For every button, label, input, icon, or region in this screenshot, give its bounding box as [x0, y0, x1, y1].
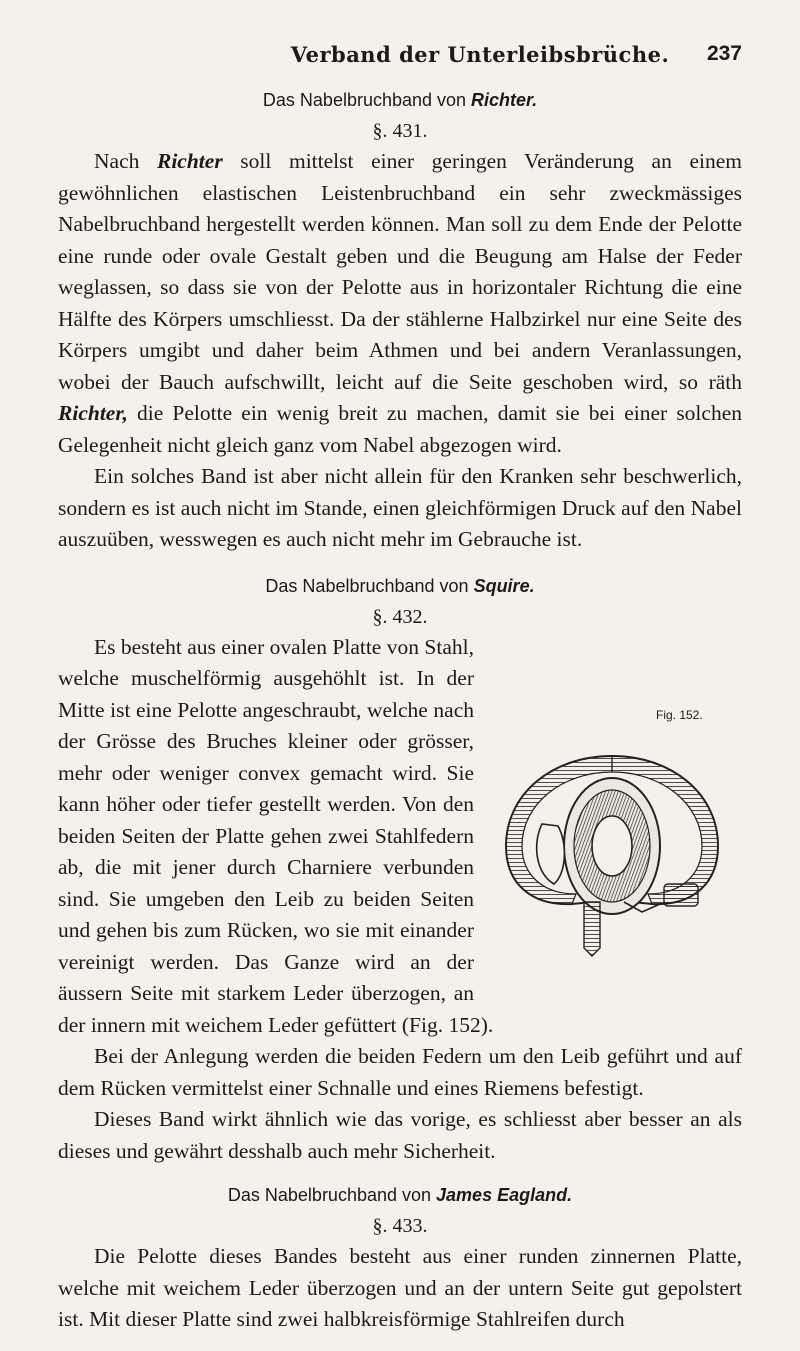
section-heading-richter	[58, 88, 742, 112]
text-run: soll mittelst einer geringen Veränderung an einem gewöhnlichen elastischen Leistenbruchband ein sehr zweckmässiges Nabelbruchband hergestellt werden können. Man soll zu dem Ende der Pelotte eine runde oder ovale Gestalt geben und die Beugung am Halse der Feder weglassen, so dass sie von der Pelotte aus in horizontaler Richtung die eine Hälfte des Körpers umschliesst. Da der stählerne Halbzirkel nur eine Seite des Körpers umgibt und daher beim Athmen und bei andern Veranlassungen, wobei der Bauch aufschwillt, leicht auf die Seite geschoben wird, so räth	[58, 149, 742, 394]
paragraph: Die Pelotte dieses Bandes besteht aus einer runden zinnernen Platte, welche mit weichem Leder überzogen und an der untern Seite gut gepolstert ist. Mit dieser Platte sind zwei halbkreisförmige Stahlreifen durch	[58, 1244, 742, 1331]
heading-author: Squire.	[473, 575, 535, 596]
section-number-432: §. 432.	[372, 605, 428, 628]
heading-prefix: Das Nabelbruchband von	[265, 575, 474, 596]
text-run: Nach	[94, 149, 157, 173]
section-heading-squire	[58, 574, 742, 598]
paragraph: Dieses Band wirkt ähnlich wie das vorige, es schliesst aber besser an als dieses und gewährt desshalb auch mehr Sicherheit.	[58, 1107, 742, 1163]
page-header	[0, 42, 800, 78]
paragraph-with-figure	[58, 632, 742, 1042]
section-number-431: §. 431.	[372, 120, 428, 142]
author-name: Richter,	[58, 401, 128, 425]
text-run: die Pelotte ein wenig breit zu machen, damit sie bei einer solchen Gelegenheit nicht gleich ganz vom Nabel abgezogen wird.	[58, 401, 742, 457]
paragraph	[58, 146, 742, 461]
text-column	[58, 88, 742, 1336]
heading-prefix: Das Nabelbruchband von	[227, 1185, 437, 1205]
author-name: Richter	[156, 149, 223, 173]
page-number: 237	[706, 42, 742, 65]
paragraph: Ein solches Band ist aber nicht allein für den Kranken sehr beschwerlich, sondern es ist auch nicht im Stande, einen gleichförmigen Druck auf den Nabel auszuüben, wesswegen es auch nicht mehr im Gebrauche ist.	[58, 464, 742, 551]
running-head: Verband der Unterleibsbrüche.	[290, 42, 670, 67]
truss-illustration	[492, 734, 732, 964]
figure-152	[492, 694, 742, 984]
heading-prefix: Das Nabelbruchband von	[262, 90, 472, 110]
heading-author: James Eagland.	[436, 1185, 573, 1205]
figure-label: Fig. 152.	[656, 707, 703, 722]
section-heading-eagland	[58, 1183, 742, 1207]
paragraph: Bei der Anlegung werden die beiden Federn um den Leib geführt und auf dem Rücken vermittelst einer Schnalle und eines Riemens befestigt.	[58, 1044, 742, 1100]
text-run: Es besteht aus einer ovalen Platte von Stahl, welche muschelförmig ausgehöhlt ist. In der Mitte ist eine Pelotte angeschraubt, welche nach der Grösse des Bruches kleiner oder grösser, mehr oder weniger convex gemacht wird. Sie kann höher oder tiefer gestellt werden. Von den beiden Seiten der Platte gehen zwei Stahlfedern ab, die mit jener durch Charniere verbunden sind. Sie umgeben den Leib zu beiden Seiten und gehen bis zum Rücken, wo sie mit einander vereinigt werden. Das Ganze wird an der äussern Seite mit starkem Leder überzogen, an der innern mit weichem Leder gefüttert (Fig. 152).	[58, 634, 494, 1037]
section-number-433: §. 433.	[372, 1215, 428, 1237]
heading-author: Richter.	[471, 90, 538, 110]
